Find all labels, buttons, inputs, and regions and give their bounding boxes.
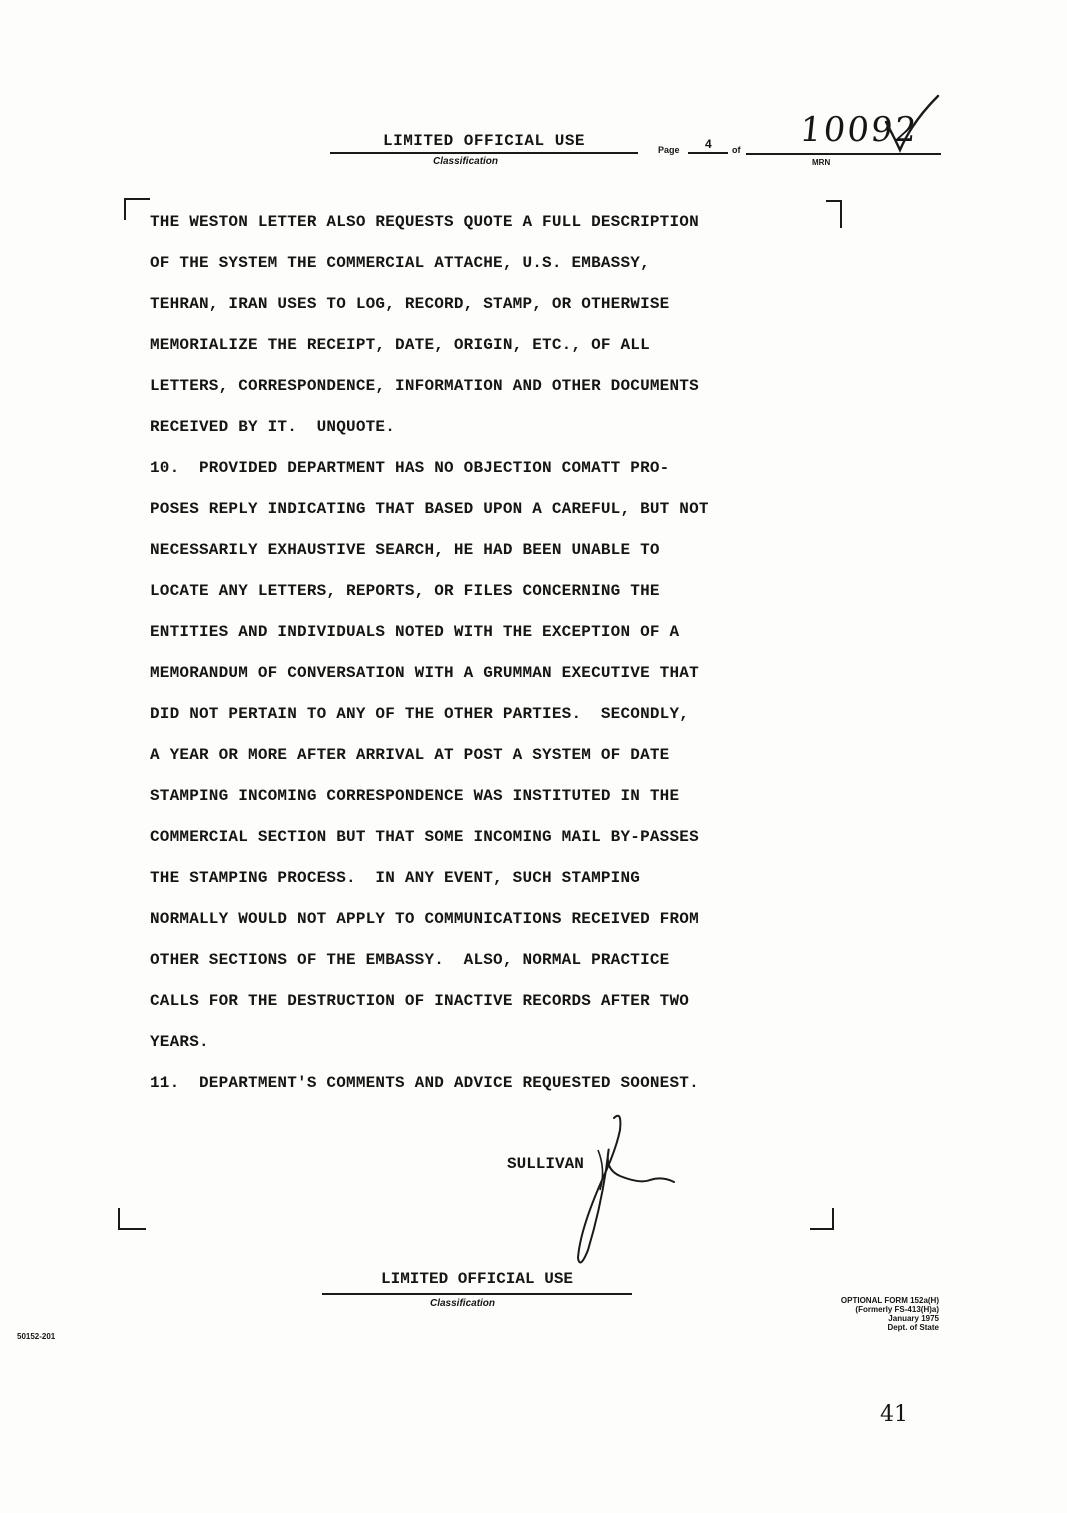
form-line: (Formerly FS-413(H)a) <box>855 1305 939 1314</box>
body-line: TEHRAN, IRAN USES TO LOG, RECORD, STAMP, OR OTHERWISE <box>150 295 670 313</box>
body-line: THE STAMPING PROCESS. IN ANY EVENT, SUCH STAMPING <box>150 869 641 887</box>
body-line: NORMALLY WOULD NOT APPLY TO COMMUNICATIONS RECEIVED FROM <box>150 910 699 928</box>
header-classification-rule <box>330 152 638 154</box>
body-line: RECEIVED BY IT. UNQUOTE. <box>150 418 396 436</box>
body-line: NECESSARILY EXHAUSTIVE SEARCH, HE HAD BEEN UNABLE TO <box>150 541 660 559</box>
mrn-handwritten-number: 10092 <box>797 110 921 150</box>
form-line: January 1975 <box>888 1314 939 1323</box>
body-line: MEMORANDUM OF CONVERSATION WITH A GRUMMAN EXECUTIVE THAT <box>150 664 699 682</box>
body-line: LETTERS, CORRESPONDENCE, INFORMATION AND OTHER DOCUMENTS <box>150 377 699 395</box>
telegram-body <box>150 208 870 1110</box>
body-line: 11. DEPARTMENT'S COMMENTS AND ADVICE REQUESTED SOONEST. <box>150 1074 699 1092</box>
body-line: COMMERCIAL SECTION BUT THAT SOME INCOMING MAIL BY-PASSES <box>150 828 699 846</box>
body-line: ENTITIES AND INDIVIDUALS NOTED WITH THE EXCEPTION OF A <box>150 623 680 641</box>
body-line: POSES REPLY INDICATING THAT BASED UPON A CAREFUL, BUT NOT <box>150 500 709 518</box>
page-number: 4 <box>705 137 712 151</box>
page-label: Page <box>658 145 680 155</box>
bates-page-number: 41 <box>880 1402 908 1427</box>
bottom-left-bracket-mark <box>118 1208 146 1230</box>
handwritten-signature-icon <box>550 1110 690 1270</box>
header-classification: LIMITED OFFICIAL USE <box>382 132 586 150</box>
body-line: LOCATE ANY LETTERS, REPORTS, OR FILES CONCERNING THE <box>150 582 660 600</box>
body-line: YEARS. <box>150 1033 209 1051</box>
optional-form-info <box>841 1296 939 1332</box>
bottom-right-bracket-mark <box>810 1208 834 1230</box>
footer-classification: LIMITED OFFICIAL USE <box>380 1270 574 1288</box>
footer-classification-label: Classification <box>430 1298 496 1309</box>
form-identifier: 50152-201 <box>17 1332 56 1341</box>
body-line: OTHER SECTIONS OF THE EMBASSY. ALSO, NORMAL PRACTICE <box>150 951 670 969</box>
body-line: A YEAR OR MORE AFTER ARRIVAL AT POST A SYSTEM OF DATE <box>150 746 670 764</box>
header-classification-label: Classification <box>433 156 499 167</box>
top-left-bracket-mark <box>124 198 150 220</box>
page-number-rule <box>688 152 728 154</box>
body-line: DID NOT PERTAIN TO ANY OF THE OTHER PARTIES. SECONDLY, <box>150 705 690 723</box>
body-line: STAMPING INCOMING CORRESPONDENCE WAS INSTITUTED IN THE <box>150 787 680 805</box>
checkmark-icon <box>882 92 942 154</box>
body-line: 10. PROVIDED DEPARTMENT HAS NO OBJECTION COMATT PRO- <box>150 459 670 477</box>
body-line: CALLS FOR THE DESTRUCTION OF INACTIVE RECORDS AFTER TWO <box>150 992 690 1010</box>
signer-name: SULLIVAN <box>507 1155 584 1173</box>
form-line: OPTIONAL FORM 152a(H) <box>840 1296 939 1305</box>
form-line: Dept. of State <box>887 1323 939 1332</box>
body-line: MEMORIALIZE THE RECEIPT, DATE, ORIGIN, ETC., OF ALL <box>150 336 650 354</box>
body-line: THE WESTON LETTER ALSO REQUESTS QUOTE A FULL DESCRIPTION <box>150 213 699 231</box>
mrn-label: MRN <box>812 158 831 167</box>
footer-classification-rule <box>322 1293 632 1295</box>
body-line: OF THE SYSTEM THE COMMERCIAL ATTACHE, U.S. EMBASSY, <box>150 254 650 272</box>
of-label: of <box>732 145 741 155</box>
